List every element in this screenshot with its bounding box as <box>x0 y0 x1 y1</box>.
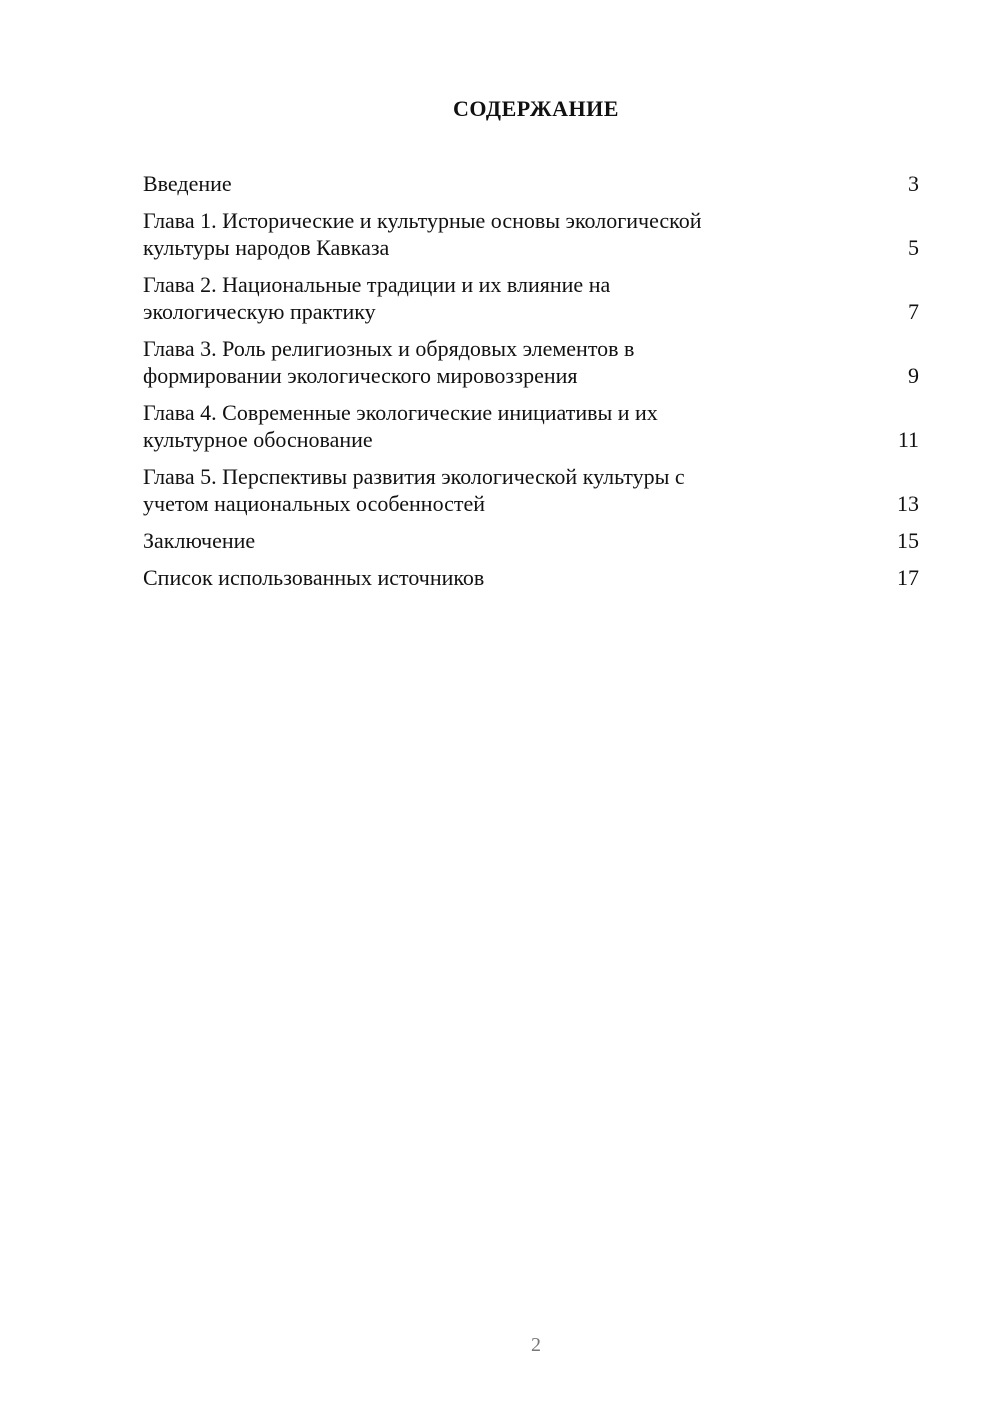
toc-entry-page: 7 <box>908 299 919 324</box>
toc-entry-page: 17 <box>897 565 919 590</box>
toc-entry-line: формировании экологического мировоззрения <box>143 363 578 388</box>
toc-entry-line: экологическую практику <box>143 299 376 324</box>
toc-entry-page: 15 <box>897 528 919 553</box>
toc-entry-text <box>143 170 823 197</box>
toc-entry-line: Список использованных источников <box>143 565 485 590</box>
toc-entry-line: Заключение <box>143 528 256 553</box>
toc-entry-page: 11 <box>897 427 919 452</box>
toc-entry-introduction[interactable] <box>143 170 919 197</box>
toc-entry-text <box>143 463 823 517</box>
toc-entry-line: культурное обоснование <box>143 427 373 452</box>
toc-entry-text <box>143 564 823 591</box>
table-of-contents <box>143 170 919 601</box>
page-number: 2 <box>531 1334 541 1356</box>
toc-entry-line: Глава 3. Роль религиозных и обрядовых элементов в <box>143 336 635 361</box>
toc-entry-chapter-3[interactable] <box>143 335 919 389</box>
toc-entry-page: 3 <box>908 171 919 196</box>
toc-entry-conclusion[interactable] <box>143 527 919 554</box>
toc-entry-line: Глава 2. Национальные традиции и их влияние на <box>143 272 611 297</box>
toc-entry-line: Глава 5. Перспективы развития экологической культуры с <box>143 464 685 489</box>
toc-entry-page: 9 <box>908 363 919 388</box>
toc-entry-page: 13 <box>897 491 919 516</box>
toc-entry-line: культуры народов Кавказа <box>143 235 390 260</box>
toc-entry-line: Глава 4. Современные экологические инициативы и их <box>143 400 658 425</box>
toc-entry-chapter-5[interactable] <box>143 463 919 517</box>
toc-entry-text <box>143 271 823 325</box>
toc-entry-text <box>143 527 823 554</box>
toc-entry-chapter-4[interactable] <box>143 399 919 453</box>
toc-entry-line: Введение <box>143 171 232 196</box>
toc-entry-chapter-2[interactable] <box>143 271 919 325</box>
toc-entry-text <box>143 399 823 453</box>
toc-entry-chapter-1[interactable] <box>143 207 919 261</box>
toc-title: СОДЕРЖАНИЕ <box>453 96 619 121</box>
toc-entry-text <box>143 335 823 389</box>
toc-entry-line: Глава 1. Исторические и культурные основы экологической <box>143 208 702 233</box>
toc-entry-page: 5 <box>908 235 919 260</box>
toc-entry-line: учетом национальных особенностей <box>143 491 486 516</box>
toc-entry-references[interactable] <box>143 564 919 591</box>
toc-entry-text <box>143 207 823 261</box>
